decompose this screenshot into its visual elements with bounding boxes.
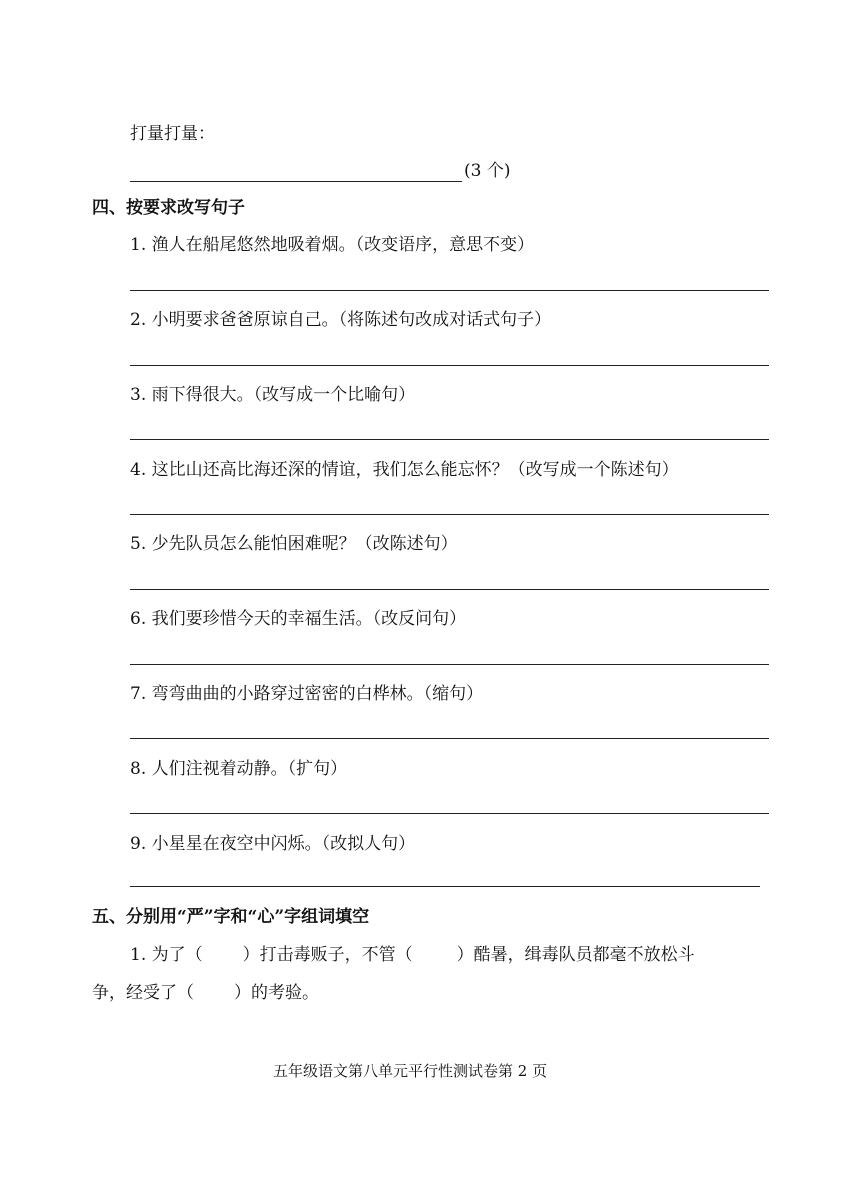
answer-line[interactable] (130, 738, 769, 739)
answer-line[interactable] (130, 664, 769, 665)
question-item: 4. 这比山还高比海还深的情谊，我们怎么能忘怀？（改写成一个陈述句） (130, 460, 679, 480)
answer-line[interactable] (130, 813, 769, 814)
fill-blank-line (130, 944, 695, 966)
answer-line[interactable] (130, 290, 769, 291)
answer-blank[interactable] (130, 181, 462, 182)
question-item: 8. 人们注视着动静。（扩句） (130, 759, 348, 779)
fill-blank-line (92, 982, 319, 1004)
fill-text: 1. 为了（ (130, 945, 203, 965)
question-item: 3. 雨下得很大。（改写成一个比喻句） (130, 385, 416, 405)
question-item: 7. 弯弯曲曲的小路穿过密密的白桦林。（缩句） (130, 684, 484, 704)
answer-line[interactable] (130, 514, 769, 515)
question-item: 9. 小星星在夜空中闪烁。（改拟人句） (130, 834, 416, 854)
answer-line[interactable] (130, 589, 769, 590)
answer-line[interactable] (130, 439, 769, 440)
section-heading: 五、分别用“严”字和“心”字组词填空 (92, 907, 370, 927)
fill-text: ）的考验。 (234, 983, 319, 1003)
fill-text: 争，经受了（ (92, 983, 194, 1003)
prompt-text: 打量打量： (130, 124, 215, 144)
page-footer: 五年级语文第八单元平行性测试卷第 2 页 (273, 1062, 548, 1080)
question-item: 2. 小明要求爸爸原谅自己。（将陈述句改成对话式句子） (130, 310, 552, 330)
question-item: 6. 我们要珍惜今天的幸福生活。（改反问句） (130, 609, 467, 629)
question-item: 5. 少先队员怎么能怕困难呢？（改陈述句） (130, 534, 458, 554)
question-item: 1. 渔人在船尾悠然地吸着烟。（改变语序，意思不变） (130, 235, 535, 255)
fill-text: ）打击毒贩子，不管（ (242, 945, 413, 965)
answer-line[interactable] (130, 365, 769, 366)
fill-text: ）酷暑，缉毒队员都毫不放松斗 (456, 945, 695, 965)
answer-line[interactable] (130, 886, 760, 887)
blank-count-note: (3 个) (464, 161, 511, 181)
section-heading: 四、按要求改写句子 (92, 198, 245, 218)
